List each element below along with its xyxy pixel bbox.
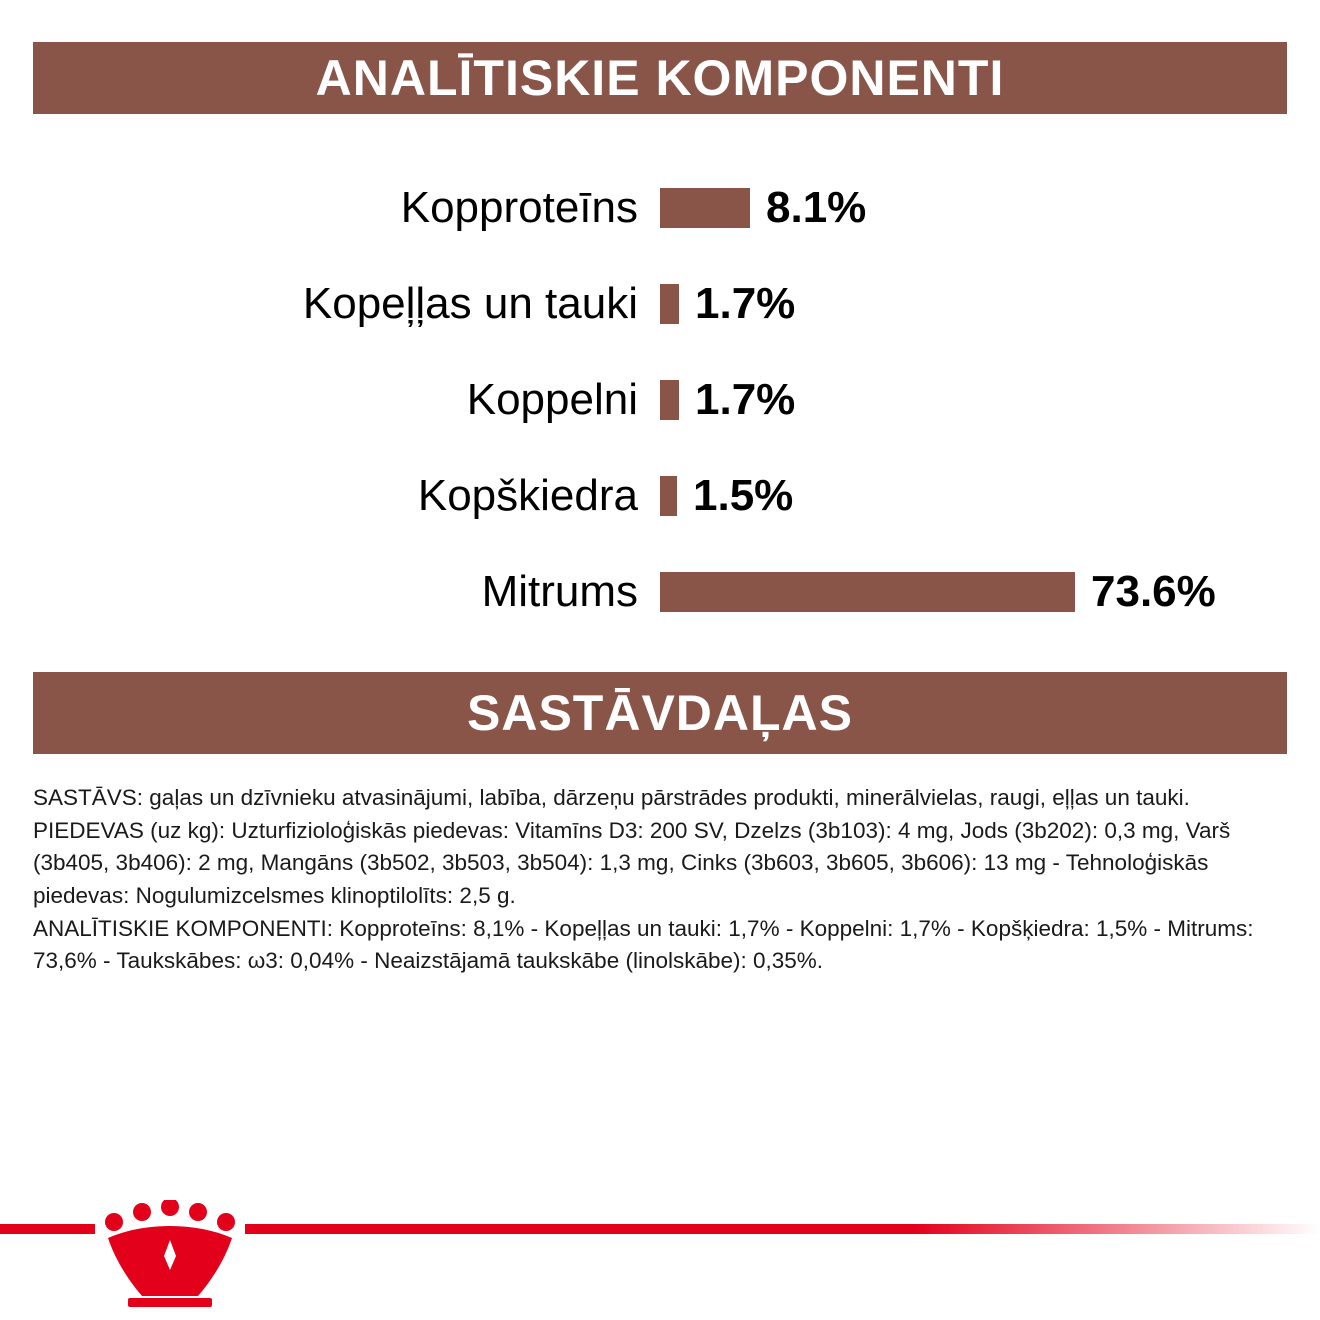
chart-row-value: 73.6% xyxy=(1091,567,1216,616)
chart-row xyxy=(33,352,1287,448)
chart-row-label: Mitrums xyxy=(481,567,638,616)
chart-row-bar-wrap xyxy=(660,279,1287,329)
chart-row-bar-wrap xyxy=(660,471,1287,521)
composition-text xyxy=(33,782,1287,978)
chart-row-bar-wrap xyxy=(660,183,1287,233)
chart-row-bar-wrap xyxy=(660,567,1287,617)
chart-row-label: Koppelni xyxy=(466,375,638,424)
chart-row-label: Kopškiedra xyxy=(417,471,638,520)
chart-row-label: Kopproteīns xyxy=(400,183,638,232)
composition-paragraph: PIEDEVAS (uz kg): Uzturfizioloģiskās piedevas: Vitamīns D3: 200 SV, Dzelzs (3b103): 4 mg, Jods (3b202): 0,3 mg, Varš (3b405, 3b406): 2 mg, Mangāns (3b502, 3b503, 3b504): 1,3 mg, Cinks (3b603, 3b605, 3b606): 13 mg - Tehnoloģiskās piedevas: Nogulumizcelsmes klinoptilolīts: 2,5 g. xyxy=(33,817,1231,908)
chart-row xyxy=(33,160,1287,256)
chart-row-value: 1.5% xyxy=(693,471,794,520)
footer-rule-left xyxy=(0,1224,95,1234)
chart-row-label: Kopeļļas un tauki xyxy=(302,279,638,328)
composition-header: SASTĀVDAĻAS xyxy=(33,672,1287,754)
chart-row xyxy=(33,256,1287,352)
analytical-components-chart xyxy=(33,160,1287,640)
chart-row xyxy=(33,544,1287,640)
chart-row xyxy=(33,448,1287,544)
chart-bar xyxy=(660,476,677,516)
royal-canin-crown-logo xyxy=(98,1200,243,1310)
footer-rule-right xyxy=(245,1224,1320,1234)
chart-bar xyxy=(660,188,750,228)
composition-paragraph: ANALĪTISKIE KOMPONENTI: Kopproteīns: 8,1% - Kopeļļas un tauki: 1,7% - Koppelni: 1,7% - Kopšķiedra: 1,5% - Mitrums: 73,6% - Taukskābes: ω3: 0,04% - Neaizstājamā taukskābe (linolskābe): 0,35%. xyxy=(33,915,1254,974)
analytical-components-header: ANALĪTISKIE KOMPONENTI xyxy=(33,42,1287,114)
chart-row-bar-wrap xyxy=(660,375,1287,425)
chart-row-value: 8.1% xyxy=(766,183,867,232)
chart-bar xyxy=(660,380,679,420)
footer xyxy=(0,1200,1320,1320)
chart-bar xyxy=(660,572,1075,612)
chart-row-value: 1.7% xyxy=(695,375,796,424)
chart-bar xyxy=(660,284,679,324)
composition-paragraph: SASTĀVS: gaļas un dzīvnieku atvasinājumi, labība, dārzeņu pārstrādes produkti, minerālvielas, raugi, eļļas un tauki. xyxy=(33,785,1190,810)
chart-row-value: 1.7% xyxy=(695,279,796,328)
